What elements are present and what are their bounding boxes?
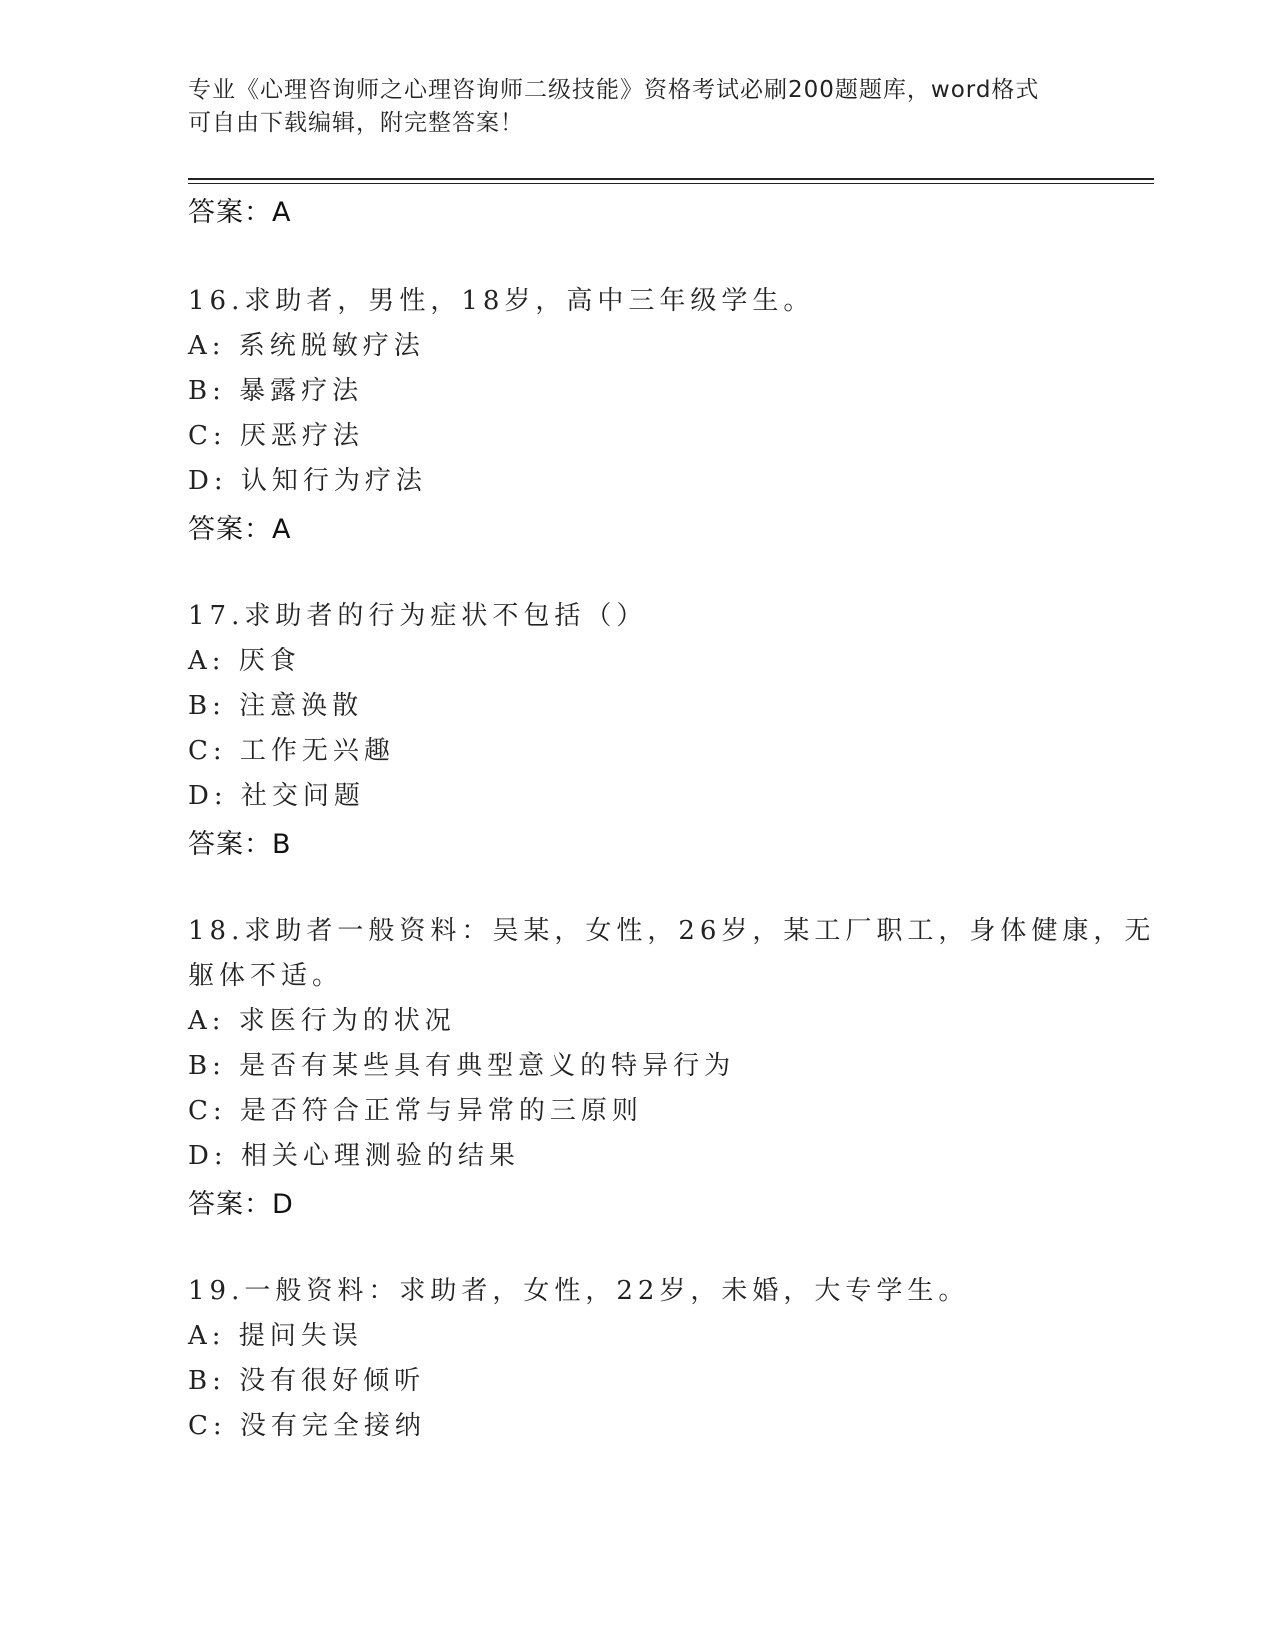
answer-16: 答案：A (188, 514, 292, 545)
question-17-option-b: B: 注意涣散 (188, 691, 364, 721)
question-19-stem: 19.一般资料：求助者，女性，22岁，未婚，大专学生。 (188, 1276, 970, 1306)
question-18-option-a: A: 求医行为的状况 (188, 1006, 456, 1036)
question-17-option-d: D: 社交问题 (188, 781, 365, 811)
question-18-option-c: C: 是否符合正常与异常的三原则 (188, 1096, 643, 1126)
question-16-stem: 16.求助者，男性，18岁，高中三年级学生。 (188, 286, 815, 316)
question-19-option-a: A: 提问失误 (188, 1321, 363, 1351)
header-line-1: 专业《心理咨询师之心理咨询师二级技能》资格考试必刷200题题库，word格式 (188, 77, 1040, 103)
answer-17: 答案：B (188, 829, 292, 860)
question-16-option-d: D: 认知行为疗法 (188, 466, 427, 496)
document-header (188, 74, 1088, 140)
answer-15: 答案：A (188, 197, 292, 228)
question-19-option-c: C: 没有完全接纳 (188, 1411, 426, 1441)
question-17-option-c: C: 工作无兴趣 (188, 736, 395, 766)
question-19-option-b: B: 没有很好倾听 (188, 1366, 426, 1396)
question-17-option-a: A: 厌食 (188, 646, 301, 676)
question-18-stem-line-1: 18.求助者一般资料：吴某，女性，26岁，某工厂职工，身体健康，无 (188, 916, 1156, 946)
header-divider (188, 178, 1154, 180)
question-18-option-d: D: 相关心理测验的结果 (188, 1141, 520, 1171)
question-16-option-a: A: 系统脱敏疗法 (188, 331, 425, 361)
header-divider-thin (188, 183, 1154, 184)
question-17-stem: 17.求助者的行为症状不包括（） (188, 601, 648, 631)
question-18-option-b: B: 是否有某些具有典型意义的特异行为 (188, 1051, 736, 1081)
answer-18: 答案：D (188, 1189, 294, 1220)
header-line-2: 可自由下载编辑，附完整答案！ (188, 110, 524, 136)
question-18-stem-line-2: 躯体不适。 (188, 961, 344, 991)
question-16-option-c: C: 厌恶疗法 (188, 421, 364, 451)
question-16-option-b: B: 暴露疗法 (188, 376, 364, 406)
